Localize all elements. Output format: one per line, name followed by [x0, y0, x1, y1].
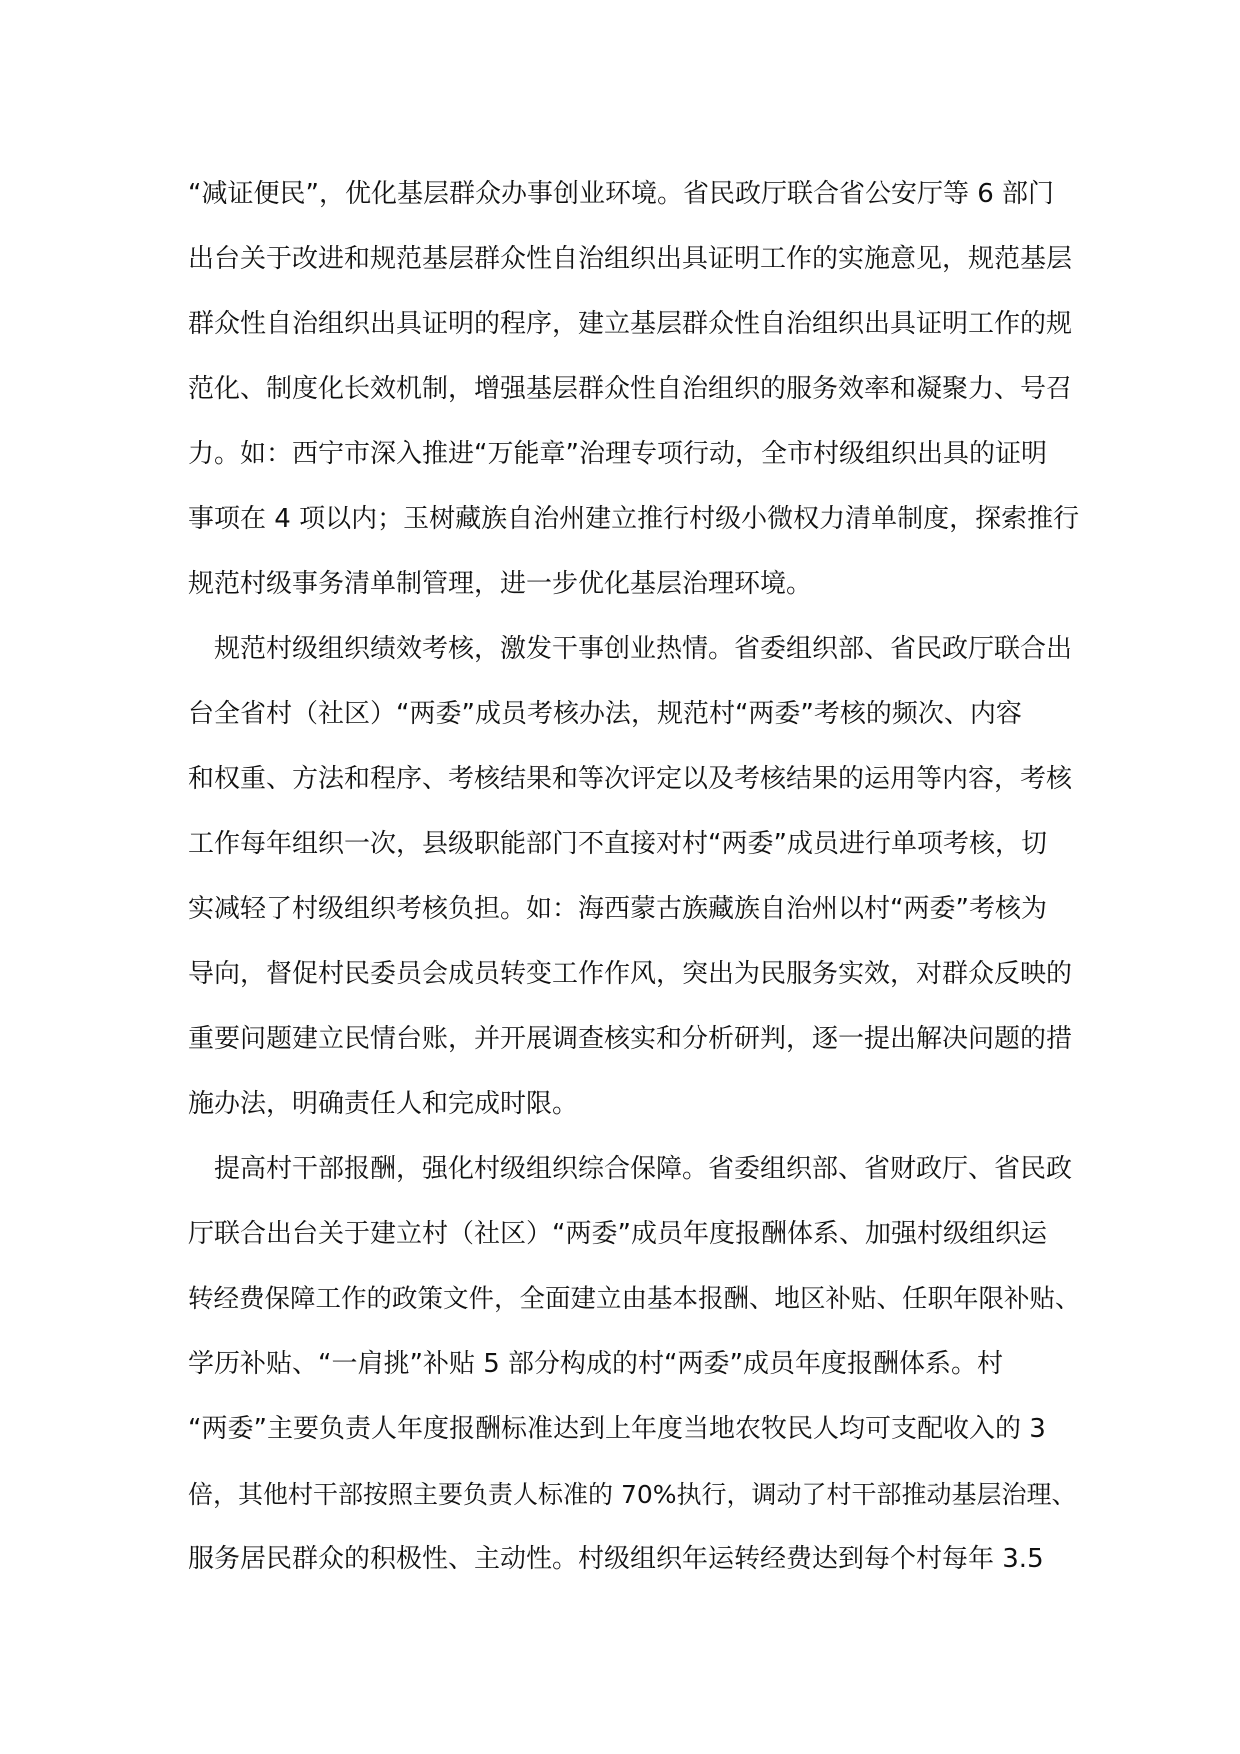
text-line: 事项在 4 项以内；玉树藏族自治州建立推行村级小微权力清单制度，探索推行: [188, 504, 1080, 534]
text-line: 倍，其他村干部按照主要负责人标准的 70%执行，调动了村干部推动基层治理、: [188, 1480, 1077, 1509]
text-line: 出台关于改进和规范基层群众性自治组织出具证明工作的实施意见，规范基层: [188, 244, 1073, 274]
paragraph-3: [188, 1137, 1081, 1592]
text-line: 和权重、方法和程序、考核结果和等次评定以及考核结果的运用等内容，考核: [188, 764, 1073, 794]
paragraph-2: [188, 617, 1073, 1137]
text-line: 台全省村（社区）“两委”成员考核办法，规范村“两委”考核的频次、内容: [188, 699, 1022, 729]
text-line: 学历补贴、“一肩挑”补贴 5 部分构成的村“两委”成员年度报酬体系。村: [188, 1349, 1003, 1379]
text-line: 规范村级组织绩效考核，激发干事创业热情。省委组织部、省民政厅联合出: [188, 634, 1073, 664]
text-line: 范化、制度化长效机制，增强基层群众性自治组织的服务效率和凝聚力、号召: [188, 374, 1073, 404]
document-page: [188, 162, 1081, 1592]
text-line: 服务居民群众的积极性、主动性。村级组织年运转经费达到每个村每年 3.5: [188, 1544, 1044, 1574]
text-line: 力。如：西宁市深入推进“万能章”治理专项行动，全市村级组织出具的证明: [188, 439, 1047, 469]
text-line: 实减轻了村级组织考核负担。如：海西蒙古族藏族自治州以村“两委”考核为: [188, 894, 1047, 924]
text-line: “两委”主要负责人年度报酬标准达到上年度当地农牧民人均可支配收入的 3: [188, 1414, 1046, 1444]
text-line: 工作每年组织一次，县级职能部门不直接对村“两委”成员进行单项考核，切: [188, 829, 1047, 859]
text-line: 重要问题建立民情台账，并开展调查核实和分析研判，逐一提出解决问题的措: [188, 1024, 1073, 1054]
text-line: “减证便民”，优化基层群众办事创业环境。省民政厅联合省公安厅等 6 部门: [188, 179, 1055, 209]
text-line: 规范村级事务清单制管理，进一步优化基层治理环境。: [188, 569, 813, 599]
paragraph-1: [188, 162, 1080, 617]
text-line: 提高村干部报酬，强化村级组织综合保障。省委组织部、省财政厅、省民政: [188, 1154, 1073, 1184]
text-line: 群众性自治组织出具证明的程序，建立基层群众性自治组织出具证明工作的规: [188, 309, 1073, 339]
text-line: 厅联合出台关于建立村（社区）“两委”成员年度报酬体系、加强村级组织运: [188, 1219, 1047, 1249]
text-line: 导向，督促村民委员会成员转变工作作风，突出为民服务实效，对群众反映的: [188, 959, 1073, 989]
text-line: 转经费保障工作的政策文件，全面建立由基本报酬、地区补贴、任职年限补贴、: [188, 1284, 1081, 1314]
text-line: 施办法，明确责任人和完成时限。: [188, 1089, 579, 1119]
